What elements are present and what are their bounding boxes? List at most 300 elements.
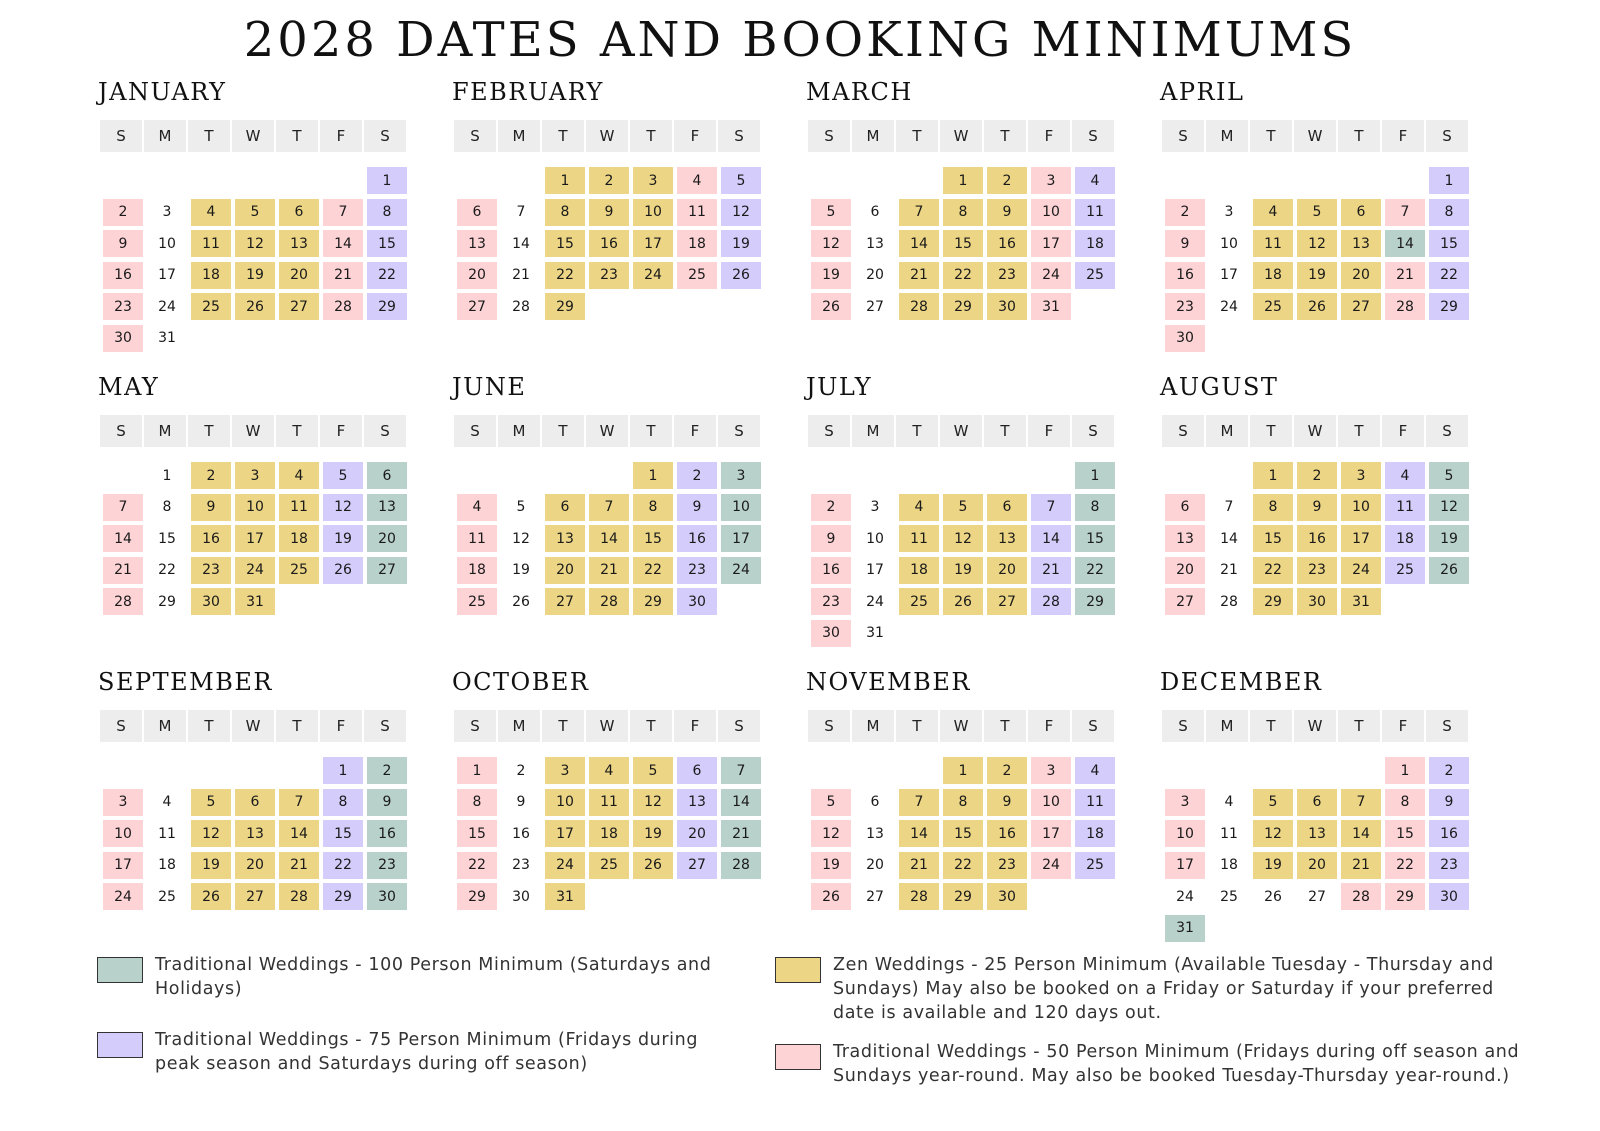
day-cell[interactable]: 25 xyxy=(1075,262,1115,289)
day-cell[interactable]: 4 xyxy=(162,794,172,810)
day-cell[interactable]: 30 xyxy=(811,620,851,647)
day-cell[interactable]: 18 xyxy=(589,820,629,847)
day-cell[interactable]: 29 xyxy=(367,293,407,320)
day-cell[interactable]: 7 xyxy=(899,789,939,816)
day-cell[interactable]: 28 xyxy=(589,588,629,615)
day-cell[interactable]: 30 xyxy=(677,588,717,615)
day-cell[interactable]: 3 xyxy=(870,499,880,515)
day-cell[interactable]: 14 xyxy=(512,235,530,252)
day-cell[interactable]: 6 xyxy=(235,789,275,816)
day-cell[interactable]: 2 xyxy=(191,462,231,489)
day-cell[interactable]: 24 xyxy=(866,593,884,610)
day-cell[interactable]: 24 xyxy=(103,883,143,910)
day-cell[interactable]: 16 xyxy=(1297,525,1337,552)
day-cell[interactable]: 12 xyxy=(323,494,363,521)
day-cell[interactable]: 11 xyxy=(1075,789,1115,816)
day-cell[interactable]: 9 xyxy=(103,230,143,257)
day-cell[interactable]: 10 xyxy=(235,494,275,521)
day-cell[interactable]: 10 xyxy=(633,199,673,226)
day-cell[interactable]: 12 xyxy=(721,199,761,226)
day-cell[interactable]: 19 xyxy=(512,562,530,578)
day-cell[interactable]: 8 xyxy=(323,789,363,816)
day-cell[interactable]: 12 xyxy=(191,820,231,847)
day-cell[interactable]: 5 xyxy=(191,789,231,816)
day-cell[interactable]: 5 xyxy=(1429,462,1469,489)
day-cell[interactable]: 29 xyxy=(545,293,585,320)
day-cell[interactable]: 31 xyxy=(235,588,275,615)
day-cell[interactable]: 12 xyxy=(811,230,851,257)
day-cell[interactable]: 9 xyxy=(1165,230,1205,257)
day-cell[interactable]: 6 xyxy=(457,199,497,226)
day-cell[interactable]: 20 xyxy=(866,857,884,873)
day-cell[interactable]: 11 xyxy=(457,525,497,552)
day-cell[interactable]: 20 xyxy=(677,820,717,847)
day-cell[interactable]: 7 xyxy=(1341,789,1381,816)
day-cell[interactable]: 25 xyxy=(677,262,717,289)
day-cell[interactable]: 4 xyxy=(677,167,717,194)
day-cell[interactable]: 3 xyxy=(633,167,673,194)
day-cell[interactable]: 23 xyxy=(367,852,407,879)
day-cell[interactable]: 21 xyxy=(899,262,939,289)
day-cell[interactable]: 12 xyxy=(1253,820,1293,847)
day-cell[interactable]: 10 xyxy=(1165,820,1205,847)
day-cell[interactable]: 28 xyxy=(721,852,761,879)
day-cell[interactable]: 29 xyxy=(1429,293,1469,320)
day-cell[interactable]: 20 xyxy=(866,267,884,283)
day-cell[interactable]: 30 xyxy=(103,325,143,352)
day-cell[interactable]: 6 xyxy=(279,199,319,226)
day-cell[interactable]: 14 xyxy=(721,789,761,816)
day-cell[interactable]: 20 xyxy=(1165,557,1205,584)
day-cell[interactable]: 26 xyxy=(235,293,275,320)
day-cell[interactable]: 7 xyxy=(1031,494,1071,521)
day-cell[interactable]: 13 xyxy=(279,230,319,257)
day-cell[interactable]: 4 xyxy=(279,462,319,489)
day-cell[interactable]: 21 xyxy=(279,852,319,879)
day-cell[interactable]: 8 xyxy=(457,789,497,816)
day-cell[interactable]: 23 xyxy=(811,588,851,615)
day-cell[interactable]: 8 xyxy=(1429,199,1469,226)
day-cell[interactable]: 25 xyxy=(1253,293,1293,320)
day-cell[interactable]: 20 xyxy=(367,525,407,552)
day-cell[interactable]: 1 xyxy=(943,167,983,194)
day-cell[interactable]: 12 xyxy=(1429,494,1469,521)
day-cell[interactable]: 31 xyxy=(545,883,585,910)
day-cell[interactable]: 7 xyxy=(1224,499,1234,515)
day-cell[interactable]: 30 xyxy=(1297,588,1337,615)
day-cell[interactable]: 26 xyxy=(191,883,231,910)
day-cell[interactable]: 26 xyxy=(721,262,761,289)
day-cell[interactable]: 21 xyxy=(323,262,363,289)
day-cell[interactable]: 9 xyxy=(987,789,1027,816)
day-cell[interactable]: 15 xyxy=(545,230,585,257)
day-cell[interactable]: 12 xyxy=(633,789,673,816)
day-cell[interactable]: 31 xyxy=(1165,915,1205,942)
day-cell[interactable]: 4 xyxy=(1385,462,1425,489)
day-cell[interactable]: 17 xyxy=(158,267,176,283)
day-cell[interactable]: 19 xyxy=(811,852,851,879)
day-cell[interactable]: 2 xyxy=(677,462,717,489)
day-cell[interactable]: 15 xyxy=(1385,820,1425,847)
day-cell[interactable]: 22 xyxy=(1075,557,1115,584)
day-cell[interactable]: 21 xyxy=(589,557,629,584)
day-cell[interactable]: 29 xyxy=(1385,883,1425,910)
day-cell[interactable]: 28 xyxy=(323,293,363,320)
day-cell[interactable]: 25 xyxy=(279,557,319,584)
day-cell[interactable]: 5 xyxy=(811,199,851,226)
day-cell[interactable]: 24 xyxy=(1220,298,1238,315)
day-cell[interactable]: 15 xyxy=(1075,525,1115,552)
day-cell[interactable]: 19 xyxy=(235,262,275,289)
day-cell[interactable]: 14 xyxy=(589,525,629,552)
day-cell[interactable]: 18 xyxy=(1075,230,1115,257)
day-cell[interactable]: 16 xyxy=(589,230,629,257)
day-cell[interactable]: 8 xyxy=(367,199,407,226)
day-cell[interactable]: 23 xyxy=(589,262,629,289)
day-cell[interactable]: 22 xyxy=(1429,262,1469,289)
day-cell[interactable]: 5 xyxy=(235,199,275,226)
day-cell[interactable]: 6 xyxy=(367,462,407,489)
day-cell[interactable]: 24 xyxy=(721,557,761,584)
day-cell[interactable]: 8 xyxy=(633,494,673,521)
day-cell[interactable]: 25 xyxy=(1075,852,1115,879)
day-cell[interactable]: 24 xyxy=(158,298,176,315)
day-cell[interactable]: 26 xyxy=(811,883,851,910)
day-cell[interactable]: 9 xyxy=(516,794,526,810)
day-cell[interactable]: 2 xyxy=(987,757,1027,784)
day-cell[interactable]: 14 xyxy=(323,230,363,257)
day-cell[interactable]: 24 xyxy=(545,852,585,879)
day-cell[interactable]: 19 xyxy=(191,852,231,879)
day-cell[interactable]: 18 xyxy=(457,557,497,584)
day-cell[interactable]: 15 xyxy=(943,820,983,847)
day-cell[interactable]: 13 xyxy=(677,789,717,816)
day-cell[interactable]: 5 xyxy=(633,757,673,784)
day-cell[interactable]: 12 xyxy=(1297,230,1337,257)
day-cell[interactable]: 19 xyxy=(1429,525,1469,552)
day-cell[interactable]: 13 xyxy=(367,494,407,521)
day-cell[interactable]: 17 xyxy=(866,562,884,578)
day-cell[interactable]: 6 xyxy=(870,204,880,220)
day-cell[interactable]: 16 xyxy=(191,525,231,552)
day-cell[interactable]: 8 xyxy=(162,499,172,515)
day-cell[interactable]: 28 xyxy=(899,883,939,910)
day-cell[interactable]: 24 xyxy=(1031,262,1071,289)
day-cell[interactable]: 16 xyxy=(987,230,1027,257)
day-cell[interactable]: 29 xyxy=(158,593,176,610)
day-cell[interactable]: 22 xyxy=(943,852,983,879)
day-cell[interactable]: 2 xyxy=(1429,757,1469,784)
day-cell[interactable]: 1 xyxy=(1253,462,1293,489)
day-cell[interactable]: 8 xyxy=(1075,494,1115,521)
day-cell[interactable]: 10 xyxy=(1220,235,1238,252)
day-cell[interactable]: 14 xyxy=(1031,525,1071,552)
day-cell[interactable]: 16 xyxy=(1429,820,1469,847)
day-cell[interactable]: 3 xyxy=(1224,204,1234,220)
day-cell[interactable]: 1 xyxy=(545,167,585,194)
day-cell[interactable]: 4 xyxy=(457,494,497,521)
day-cell[interactable]: 15 xyxy=(633,525,673,552)
day-cell[interactable]: 10 xyxy=(545,789,585,816)
day-cell[interactable]: 13 xyxy=(545,525,585,552)
day-cell[interactable]: 13 xyxy=(1297,820,1337,847)
day-cell[interactable]: 26 xyxy=(1429,557,1469,584)
day-cell[interactable]: 18 xyxy=(158,857,176,873)
day-cell[interactable]: 3 xyxy=(1031,757,1071,784)
day-cell[interactable]: 19 xyxy=(1297,262,1337,289)
day-cell[interactable]: 29 xyxy=(457,883,497,910)
day-cell[interactable]: 16 xyxy=(677,525,717,552)
day-cell[interactable]: 24 xyxy=(1176,888,1194,905)
day-cell[interactable]: 23 xyxy=(103,293,143,320)
day-cell[interactable]: 10 xyxy=(103,820,143,847)
day-cell[interactable]: 17 xyxy=(633,230,673,257)
day-cell[interactable]: 9 xyxy=(1297,494,1337,521)
day-cell[interactable]: 1 xyxy=(1385,757,1425,784)
day-cell[interactable]: 3 xyxy=(103,789,143,816)
day-cell[interactable]: 14 xyxy=(1341,820,1381,847)
day-cell[interactable]: 7 xyxy=(323,199,363,226)
day-cell[interactable]: 19 xyxy=(811,262,851,289)
day-cell[interactable]: 11 xyxy=(1385,494,1425,521)
day-cell[interactable]: 19 xyxy=(721,230,761,257)
day-cell[interactable]: 18 xyxy=(1253,262,1293,289)
day-cell[interactable]: 14 xyxy=(1220,530,1238,547)
day-cell[interactable]: 13 xyxy=(457,230,497,257)
day-cell[interactable]: 23 xyxy=(677,557,717,584)
day-cell[interactable]: 28 xyxy=(1220,593,1238,610)
day-cell[interactable]: 17 xyxy=(721,525,761,552)
day-cell[interactable]: 10 xyxy=(866,530,884,547)
day-cell[interactable]: 22 xyxy=(943,262,983,289)
day-cell[interactable]: 20 xyxy=(457,262,497,289)
day-cell[interactable]: 3 xyxy=(545,757,585,784)
day-cell[interactable]: 12 xyxy=(943,525,983,552)
day-cell[interactable]: 22 xyxy=(1385,852,1425,879)
day-cell[interactable]: 2 xyxy=(811,494,851,521)
day-cell[interactable]: 17 xyxy=(1220,267,1238,283)
day-cell[interactable]: 15 xyxy=(1429,230,1469,257)
day-cell[interactable]: 10 xyxy=(721,494,761,521)
day-cell[interactable]: 27 xyxy=(677,852,717,879)
day-cell[interactable]: 17 xyxy=(1031,820,1071,847)
day-cell[interactable]: 11 xyxy=(279,494,319,521)
day-cell[interactable]: 4 xyxy=(1253,199,1293,226)
day-cell[interactable]: 30 xyxy=(987,883,1027,910)
day-cell[interactable]: 15 xyxy=(1253,525,1293,552)
day-cell[interactable]: 21 xyxy=(1341,852,1381,879)
day-cell[interactable]: 9 xyxy=(811,525,851,552)
day-cell[interactable]: 10 xyxy=(1031,789,1071,816)
day-cell[interactable]: 28 xyxy=(279,883,319,910)
day-cell[interactable]: 27 xyxy=(1165,588,1205,615)
day-cell[interactable]: 17 xyxy=(103,852,143,879)
day-cell[interactable]: 1 xyxy=(1075,462,1115,489)
day-cell[interactable]: 25 xyxy=(158,888,176,905)
day-cell[interactable]: 12 xyxy=(512,530,530,547)
day-cell[interactable]: 2 xyxy=(1297,462,1337,489)
day-cell[interactable]: 27 xyxy=(866,298,884,315)
day-cell[interactable]: 25 xyxy=(589,852,629,879)
day-cell[interactable]: 15 xyxy=(323,820,363,847)
day-cell[interactable]: 20 xyxy=(545,557,585,584)
day-cell[interactable]: 9 xyxy=(1429,789,1469,816)
day-cell[interactable]: 31 xyxy=(1031,293,1071,320)
day-cell[interactable]: 16 xyxy=(987,820,1027,847)
day-cell[interactable]: 22 xyxy=(158,562,176,578)
day-cell[interactable]: 26 xyxy=(512,593,530,610)
day-cell[interactable]: 29 xyxy=(943,293,983,320)
day-cell[interactable]: 25 xyxy=(191,293,231,320)
day-cell[interactable]: 23 xyxy=(1429,852,1469,879)
day-cell[interactable]: 22 xyxy=(367,262,407,289)
day-cell[interactable]: 21 xyxy=(103,557,143,584)
day-cell[interactable]: 8 xyxy=(1385,789,1425,816)
day-cell[interactable]: 29 xyxy=(1253,588,1293,615)
day-cell[interactable]: 17 xyxy=(1165,852,1205,879)
day-cell[interactable]: 13 xyxy=(866,825,884,842)
day-cell[interactable]: 23 xyxy=(987,852,1027,879)
day-cell[interactable]: 5 xyxy=(811,789,851,816)
day-cell[interactable]: 15 xyxy=(457,820,497,847)
day-cell[interactable]: 28 xyxy=(1031,588,1071,615)
day-cell[interactable]: 26 xyxy=(943,588,983,615)
day-cell[interactable]: 28 xyxy=(899,293,939,320)
day-cell[interactable]: 13 xyxy=(1341,230,1381,257)
day-cell[interactable]: 1 xyxy=(633,462,673,489)
day-cell[interactable]: 4 xyxy=(1075,757,1115,784)
day-cell[interactable]: 13 xyxy=(1165,525,1205,552)
day-cell[interactable]: 6 xyxy=(677,757,717,784)
day-cell[interactable]: 6 xyxy=(1297,789,1337,816)
day-cell[interactable]: 22 xyxy=(633,557,673,584)
day-cell[interactable]: 8 xyxy=(545,199,585,226)
day-cell[interactable]: 24 xyxy=(235,557,275,584)
day-cell[interactable]: 20 xyxy=(235,852,275,879)
day-cell[interactable]: 12 xyxy=(235,230,275,257)
day-cell[interactable]: 1 xyxy=(162,467,172,484)
day-cell[interactable]: 30 xyxy=(1165,325,1205,352)
day-cell[interactable]: 27 xyxy=(279,293,319,320)
day-cell[interactable]: 11 xyxy=(589,789,629,816)
day-cell[interactable]: 21 xyxy=(1220,562,1238,578)
day-cell[interactable]: 13 xyxy=(866,235,884,252)
day-cell[interactable]: 9 xyxy=(677,494,717,521)
day-cell[interactable]: 16 xyxy=(103,262,143,289)
day-cell[interactable]: 20 xyxy=(1341,262,1381,289)
day-cell[interactable]: 17 xyxy=(1341,525,1381,552)
day-cell[interactable]: 4 xyxy=(899,494,939,521)
day-cell[interactable]: 1 xyxy=(367,167,407,194)
day-cell[interactable]: 21 xyxy=(899,852,939,879)
day-cell[interactable]: 21 xyxy=(1385,262,1425,289)
day-cell[interactable]: 22 xyxy=(457,852,497,879)
day-cell[interactable]: 11 xyxy=(158,825,176,842)
day-cell[interactable]: 18 xyxy=(191,262,231,289)
day-cell[interactable]: 26 xyxy=(323,557,363,584)
day-cell[interactable]: 4 xyxy=(589,757,629,784)
day-cell[interactable]: 16 xyxy=(512,825,530,842)
day-cell[interactable]: 2 xyxy=(516,762,526,779)
day-cell[interactable]: 23 xyxy=(987,262,1027,289)
day-cell[interactable]: 15 xyxy=(943,230,983,257)
day-cell[interactable]: 27 xyxy=(866,888,884,905)
day-cell[interactable]: 28 xyxy=(1385,293,1425,320)
day-cell[interactable]: 17 xyxy=(235,525,275,552)
day-cell[interactable]: 4 xyxy=(191,199,231,226)
day-cell[interactable]: 1 xyxy=(457,757,497,784)
day-cell[interactable]: 7 xyxy=(1385,199,1425,226)
day-cell[interactable]: 31 xyxy=(866,625,884,641)
day-cell[interactable]: 9 xyxy=(987,199,1027,226)
day-cell[interactable]: 23 xyxy=(191,557,231,584)
day-cell[interactable]: 10 xyxy=(158,235,176,252)
day-cell[interactable]: 5 xyxy=(1297,199,1337,226)
day-cell[interactable]: 6 xyxy=(1165,494,1205,521)
day-cell[interactable]: 30 xyxy=(191,588,231,615)
day-cell[interactable]: 14 xyxy=(899,230,939,257)
day-cell[interactable]: 27 xyxy=(545,588,585,615)
day-cell[interactable]: 25 xyxy=(1385,557,1425,584)
day-cell[interactable]: 27 xyxy=(457,293,497,320)
day-cell[interactable]: 8 xyxy=(1253,494,1293,521)
day-cell[interactable]: 11 xyxy=(191,230,231,257)
day-cell[interactable]: 25 xyxy=(899,588,939,615)
day-cell[interactable]: 17 xyxy=(1031,230,1071,257)
day-cell[interactable]: 16 xyxy=(1165,262,1205,289)
day-cell[interactable]: 6 xyxy=(545,494,585,521)
day-cell[interactable]: 28 xyxy=(103,588,143,615)
day-cell[interactable]: 29 xyxy=(943,883,983,910)
day-cell[interactable]: 31 xyxy=(1341,588,1381,615)
day-cell[interactable]: 1 xyxy=(943,757,983,784)
day-cell[interactable]: 9 xyxy=(589,199,629,226)
day-cell[interactable]: 22 xyxy=(1253,557,1293,584)
day-cell[interactable]: 9 xyxy=(367,789,407,816)
day-cell[interactable]: 24 xyxy=(633,262,673,289)
day-cell[interactable]: 28 xyxy=(1341,883,1381,910)
day-cell[interactable]: 7 xyxy=(103,494,143,521)
day-cell[interactable]: 20 xyxy=(279,262,319,289)
day-cell[interactable]: 27 xyxy=(1308,888,1326,905)
day-cell[interactable]: 21 xyxy=(1031,557,1071,584)
day-cell[interactable]: 14 xyxy=(1385,230,1425,257)
day-cell[interactable]: 5 xyxy=(721,167,761,194)
day-cell[interactable]: 5 xyxy=(1253,789,1293,816)
day-cell[interactable]: 3 xyxy=(1031,167,1071,194)
day-cell[interactable]: 5 xyxy=(323,462,363,489)
day-cell[interactable]: 30 xyxy=(512,888,530,905)
day-cell[interactable]: 21 xyxy=(721,820,761,847)
day-cell[interactable]: 20 xyxy=(1297,852,1337,879)
day-cell[interactable]: 1 xyxy=(1429,167,1469,194)
day-cell[interactable]: 27 xyxy=(987,588,1027,615)
day-cell[interactable]: 11 xyxy=(899,525,939,552)
day-cell[interactable]: 7 xyxy=(589,494,629,521)
day-cell[interactable]: 29 xyxy=(323,883,363,910)
day-cell[interactable]: 26 xyxy=(1264,888,1282,905)
day-cell[interactable]: 2 xyxy=(589,167,629,194)
day-cell[interactable]: 23 xyxy=(1165,293,1205,320)
day-cell[interactable]: 2 xyxy=(367,757,407,784)
day-cell[interactable]: 8 xyxy=(943,199,983,226)
day-cell[interactable]: 26 xyxy=(633,852,673,879)
day-cell[interactable]: 13 xyxy=(235,820,275,847)
day-cell[interactable]: 2 xyxy=(987,167,1027,194)
day-cell[interactable]: 6 xyxy=(870,794,880,810)
day-cell[interactable]: 18 xyxy=(899,557,939,584)
day-cell[interactable]: 9 xyxy=(191,494,231,521)
